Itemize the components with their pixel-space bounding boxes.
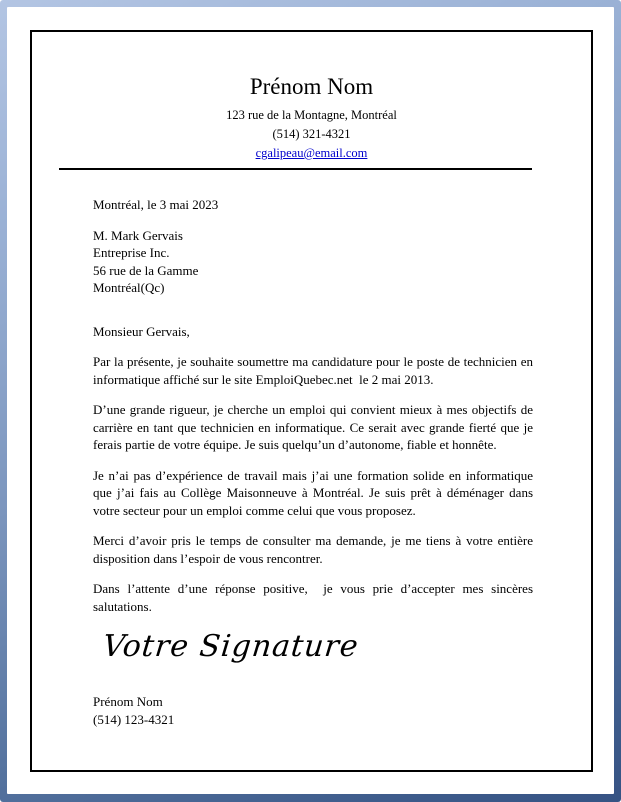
page-background: [7, 7, 614, 794]
body-paragraph: Dans l’attente d’une réponse positive, je vous prie d’accepter mes sincères salutations.: [93, 581, 533, 614]
email-link[interactable]: cgalipeau@email.com: [255, 146, 368, 160]
salutation: Monsieur Gervais,: [93, 323, 190, 339]
closing-block: [93, 693, 533, 728]
sender-phone: (514) 321-4321: [272, 127, 351, 141]
header-divider: [59, 168, 532, 170]
recipient-line: Entreprise Inc.: [93, 245, 170, 260]
sender-name-footer: Prénom Nom: [93, 694, 163, 709]
date-line: Montréal, le 3 mai 2023: [93, 197, 219, 212]
signature-script: Votre Signature: [101, 629, 361, 664]
letter-body: [93, 196, 533, 728]
sender-name-heading: Prénom Nom: [249, 74, 374, 99]
body-paragraph: D’une grande rigueur, je cherche un emploi qui convient mieux à mes objectifs de carrière en tant que technicien en informatique. Ce serait avec grande fierté que je ferais partie de votre équipe. Je suis quelqu’un d’autonome, fiable et honnête.: [93, 402, 533, 452]
recipient-line: Montréal(Qc): [93, 280, 165, 295]
recipient-line: M. Mark Gervais: [93, 227, 183, 243]
body-paragraph: Par la présente, je souhaite soumettre ma candidature pour le poste de technicien en informatique affiché sur le site EmploiQuebec.net le 2 mai 2013.: [93, 354, 533, 387]
body-paragraph: Je n’ai pas d’expérience de travail mais j’ai une formation solide en informatique que j’ai fais au Collège Maisonneuve à Montréal. Je suis prêt à déménager dans votre secteur pour un emploi comme celui que vous proposez.: [93, 467, 533, 518]
body-paragraph: Merci d’avoir pris le temps de consulter ma demande, je me tiens à votre entière disposition dans l’espoir de vous rencontrer.: [93, 533, 533, 566]
letter-page: [30, 30, 593, 772]
letter-header: [32, 32, 591, 163]
sender-address: 123 rue de la Montagne, Montréal: [226, 108, 397, 122]
recipient-line: 56 rue de la Gamme: [93, 262, 199, 278]
recipient-block: [93, 227, 533, 297]
sender-phone-footer: (514) 123-4321: [93, 711, 175, 727]
